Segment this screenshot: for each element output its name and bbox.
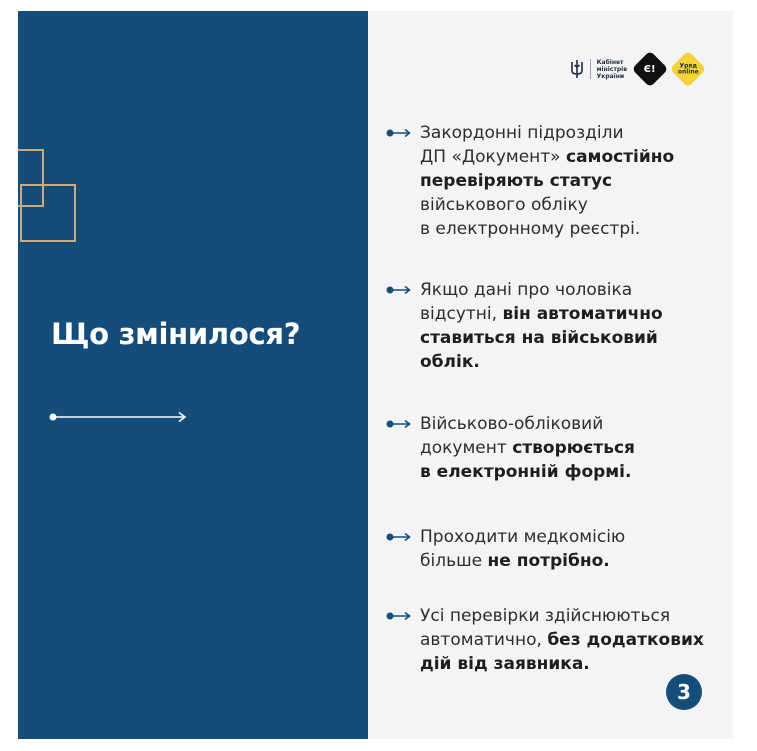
diia-logo: Є! xyxy=(632,51,669,88)
arrow-right-icon xyxy=(386,418,412,430)
list-item: Усі перевірки здійснюються автоматично, без додаткових дій від заявника. xyxy=(380,604,704,676)
list-item: Закордонні підрозділи ДП «Документ» самостійно перевіряють статус військового обліку в електронному реєстрі. xyxy=(380,121,730,241)
bullet-list xyxy=(380,121,730,674)
right-panel xyxy=(368,11,733,739)
logo-divider xyxy=(590,59,591,79)
cabinet-logo-text: Кабінет міністрів України xyxy=(596,58,627,80)
decorative-square-outline xyxy=(20,184,76,242)
list-item: Військово-обліковий документ створюється в електронній формі. xyxy=(380,412,635,484)
uryad-online-logo: Уряд online xyxy=(670,51,707,88)
long-arrow-right-icon xyxy=(48,409,190,425)
slide-title: Що змінилося? xyxy=(51,317,301,351)
left-panel xyxy=(18,11,368,739)
arrow-right-icon xyxy=(386,531,412,543)
logo-group xyxy=(570,56,701,82)
page-number-badge: 3 xyxy=(666,674,702,710)
list-item: Якщо дані про чоловіка відсутні, він автоматично ставиться на військовий облік. xyxy=(380,278,663,374)
arrow-right-icon xyxy=(386,610,412,622)
arrow-right-icon xyxy=(386,127,412,139)
slide-card xyxy=(18,11,733,739)
list-item: Проходити медкомісію більше не потрібно. xyxy=(380,525,625,573)
trident-icon xyxy=(570,59,584,79)
arrow-right-icon xyxy=(386,284,412,296)
